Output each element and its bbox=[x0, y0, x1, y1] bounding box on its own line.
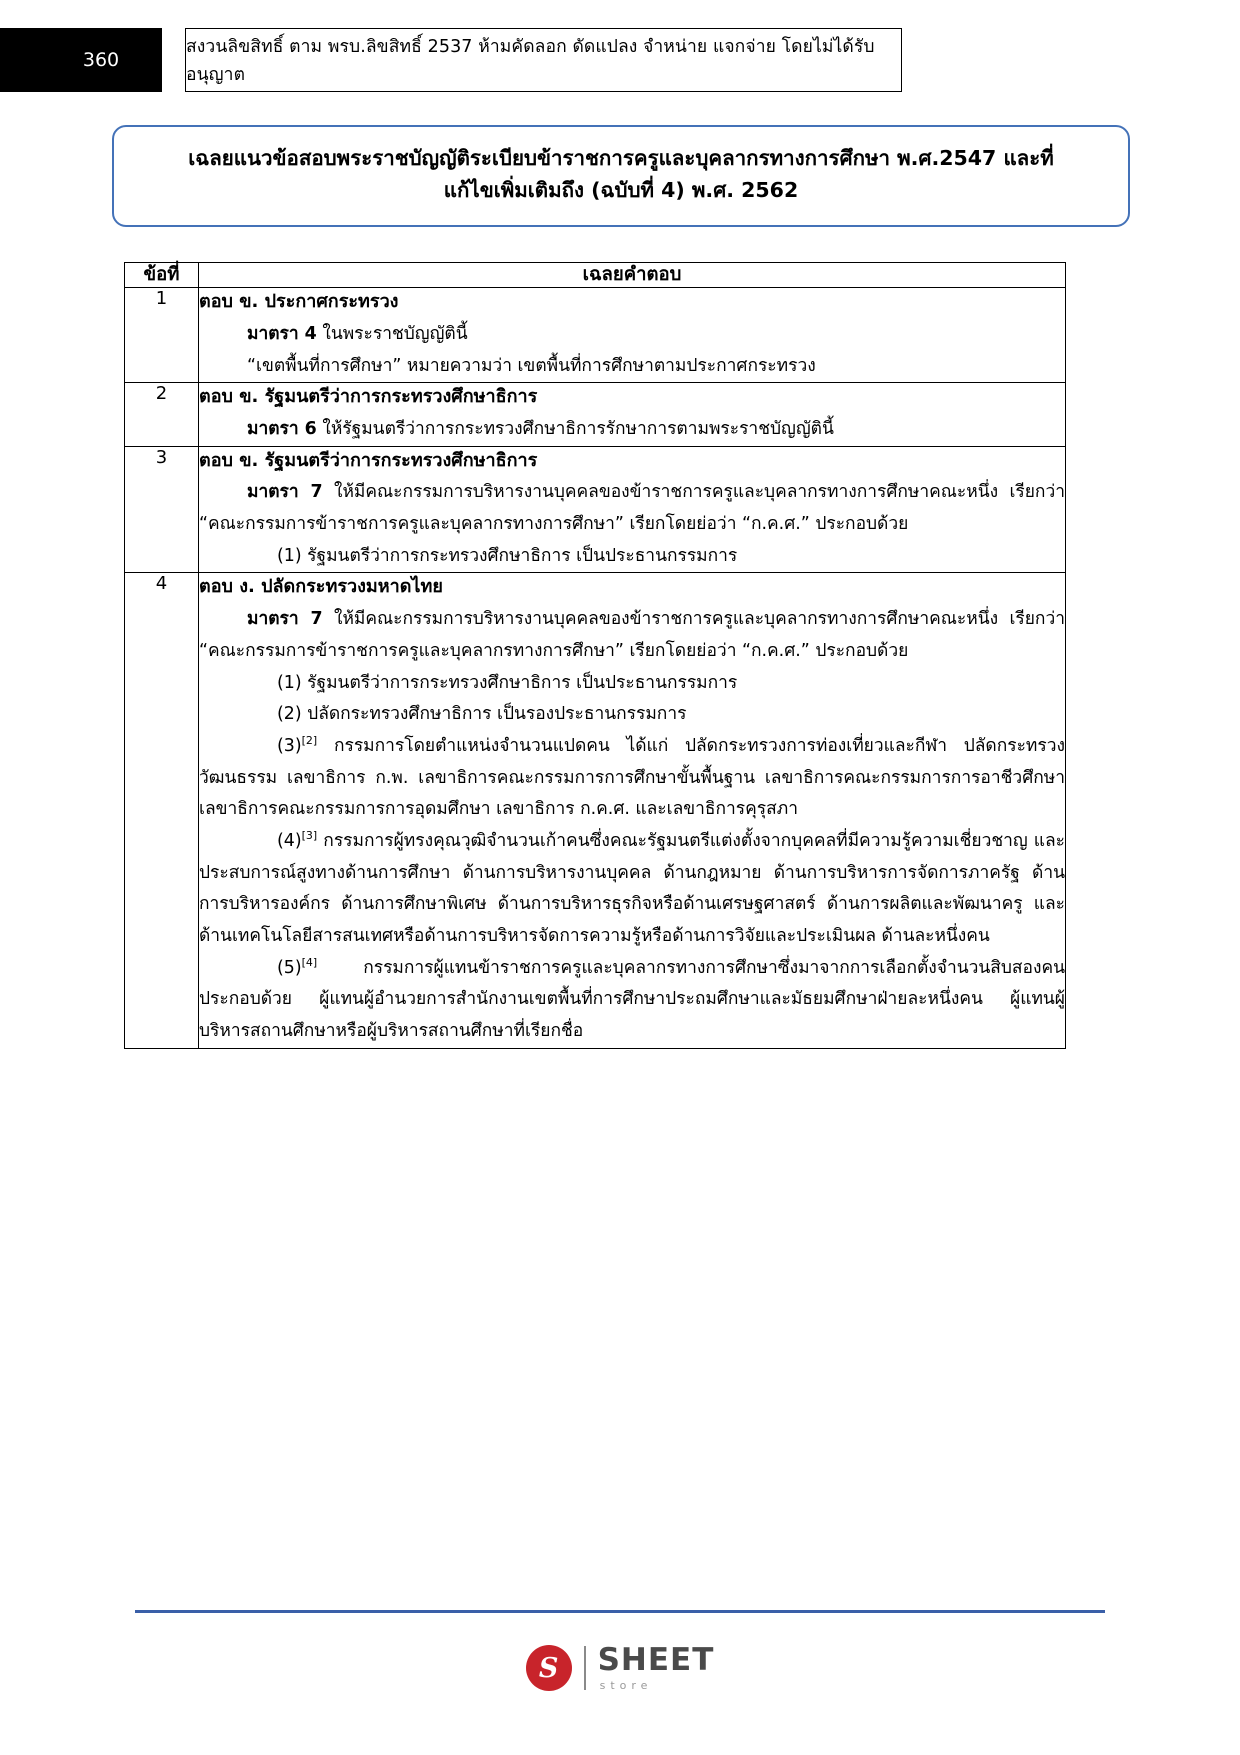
clause-marker: (5) bbox=[277, 957, 302, 978]
answer-paragraph bbox=[199, 826, 1065, 953]
section-label: มาตรา 4 bbox=[247, 323, 317, 344]
answer-paragraph bbox=[199, 699, 1065, 731]
answer-paragraph bbox=[199, 731, 1065, 826]
paragraph-text: กรรมการผู้ทรงคุณวุฒิจำนวนเก้าคนซึ่งคณะรัฐมนตรีแต่งตั้งจากบุคคลที่มีความรู้ความเชี่ยวชาญ และประสบการณ์สูงทางด้านการศึกษา ด้านการบริหารงานบุคคล ด้านกฎหมาย ด้านการบริหารการจัดการภาครัฐ ด้านการบริหารองค์กร ด้านการศึกษาพิเศษ ด้านการบริหารธุรกิจหรือด้านเศรษฐศาสตร์ ด้านการผลิตและพัฒนาครู และด้านเทคโนโลยีสารสนเทศหรือด้านการบริหารจัดการความรู้หรือด้านการวิจัยและประเมินผล ด้านละหนึ่งคน bbox=[199, 830, 1065, 946]
row-number-cell: 1 bbox=[125, 288, 199, 383]
logo-subtitle: store bbox=[599, 1679, 653, 1692]
answer-paragraph bbox=[199, 541, 1065, 573]
answer-paragraph bbox=[199, 414, 1065, 446]
section-label: มาตรา 7 bbox=[247, 482, 323, 503]
copyright-notice-box bbox=[185, 28, 902, 92]
footer-divider bbox=[135, 1610, 1105, 1613]
answer-heading: ตอบ ง. ปลัดกระทรวงมหาดไทย bbox=[199, 576, 443, 598]
table-row bbox=[125, 573, 1066, 1048]
answer-paragraph bbox=[199, 319, 1065, 351]
answer-paragraph bbox=[199, 953, 1065, 1048]
paragraph-text: (1) รัฐมนตรีว่าการกระทรวงศึกษาธิการ เป็นประธานกรรมการ bbox=[277, 672, 738, 693]
answer-paragraph bbox=[199, 477, 1065, 540]
paragraph-text: กรรมการโดยตำแหน่งจำนวนแปดคน ได้แก่ ปลัดกระทรวงการท่องเที่ยวและกีฬา ปลัดกระทรวงวัฒนธรรม เลขาธิการ ก.พ. เลขาธิการคณะกรรมการการศึกษาขั้นพื้นฐาน เลขาธิการคณะกรรมการการอาชีวศึกษา เลขาธิการคณะกรรมการการอุดมศึกษา เลขาธิการ ก.ค.ศ. และเลขาธิการคุรุสภา bbox=[199, 735, 1065, 820]
table-row bbox=[125, 446, 1066, 573]
table-body bbox=[125, 288, 1066, 1049]
clause-marker: (4) bbox=[277, 830, 302, 851]
logo-text-block bbox=[597, 1642, 715, 1692]
footnote-marker: [4] bbox=[301, 955, 318, 969]
footer-logo bbox=[0, 1642, 1240, 1692]
page-number: 360 bbox=[82, 49, 120, 71]
sheet-store-logo-icon: S bbox=[526, 1645, 572, 1691]
section-label: มาตรา 6 bbox=[247, 418, 317, 439]
clause-marker: (3) bbox=[277, 735, 302, 756]
table-header-row bbox=[125, 263, 1066, 288]
paragraph-text: ให้มีคณะกรรมการบริหารงานบุคคลของข้าราชการครูและบุคลากรทางการศึกษาคณะหนึ่ง เรียกว่า “คณะกรรมการข้าราชการครูและบุคลากรทางการศึกษา” เรียกโดยย่อว่า “ก.ค.ศ.” ประกอบด้วย bbox=[199, 482, 1065, 535]
document-title-line-1: เฉลยแนวข้อสอบพระราชบัญญัติระเบียบข้าราชการครูและบุคลากรทางการศึกษา พ.ศ.2547 และที่ bbox=[188, 146, 1054, 170]
row-number-cell: 2 bbox=[125, 383, 199, 446]
answer-cell bbox=[199, 383, 1066, 446]
column-header-number: ข้อที่ bbox=[125, 263, 199, 288]
paragraph-text: (2) ปลัดกระทรวงศึกษาธิการ เป็นรองประธานกรรมการ bbox=[277, 704, 687, 725]
answer-paragraph bbox=[199, 604, 1065, 667]
answer-paragraph bbox=[199, 668, 1065, 700]
column-header-answer: เฉลยคำตอบ bbox=[199, 263, 1066, 288]
row-number-cell: 4 bbox=[125, 573, 199, 1048]
answer-paragraph bbox=[199, 351, 1065, 383]
answer-heading: ตอบ ข. รัฐมนตรีว่าการกระทรวงศึกษาธิการ bbox=[199, 386, 538, 408]
page-header bbox=[0, 28, 1240, 92]
table-row bbox=[125, 288, 1066, 383]
logo-divider bbox=[584, 1646, 586, 1690]
table-row bbox=[125, 383, 1066, 446]
copyright-notice-text: สงวนลิขสิทธิ์ ตาม พรบ.ลิขสิทธิ์ 2537 ห้ามคัดลอก ดัดแปลง จำหน่าย แจกจ่าย โดยไม่ได้รับอนุญาต bbox=[186, 37, 875, 85]
paragraph-text: (1) รัฐมนตรีว่าการกระทรวงศึกษาธิการ เป็นประธานกรรมการ bbox=[277, 545, 738, 566]
logo-name: SHEET bbox=[597, 1642, 715, 1678]
document-title-box bbox=[112, 125, 1130, 227]
paragraph-text: ให้รัฐมนตรีว่าการกระทรวงศึกษาธิการรักษาการตามพระราชบัญญัตินี้ bbox=[316, 418, 834, 439]
paragraph-text: ในพระราชบัญญัตินี้ bbox=[316, 323, 468, 344]
answer-cell bbox=[199, 288, 1066, 383]
paragraph-text: กรรมการผู้แทนข้าราชการครูและบุคลากรทางการศึกษาซึ่งมาจากการเลือกตั้งจำนวนสิบสองคน ประกอบด้วย ผู้แทนผู้อำนวยการสำนักงานเขตพื้นที่การศึกษาประถมศึกษาและมัธยมศึกษาฝ่ายละหนึ่งคน ผู้แทนผู้บริหารสถานศึกษาหรือผู้บริหารสถานศึกษาที่เรียกชื่อ bbox=[199, 957, 1065, 1041]
answer-heading: ตอบ ข. รัฐมนตรีว่าการกระทรวงศึกษาธิการ bbox=[199, 449, 538, 471]
document-title-line-2: แก้ไขเพิ่มเติมถึง (ฉบับที่ 4) พ.ศ. 2562 bbox=[443, 177, 799, 202]
answer-cell bbox=[199, 446, 1066, 573]
answer-key-table bbox=[124, 262, 1066, 1049]
answer-cell bbox=[199, 573, 1066, 1048]
paragraph-text: ให้มีคณะกรรมการบริหารงานบุคคลของข้าราชการครูและบุคลากรทางการศึกษาคณะหนึ่ง เรียกว่า “คณะกรรมการข้าราชการครูและบุคลากรทางการศึกษา” เรียกโดยย่อว่า “ก.ค.ศ.” ประกอบด้วย bbox=[199, 609, 1065, 661]
section-label: มาตรา 7 bbox=[247, 609, 323, 630]
footnote-marker: [2] bbox=[301, 734, 318, 748]
row-number-cell: 3 bbox=[125, 446, 199, 573]
answer-heading: ตอบ ข. ประกาศกระทรวง bbox=[199, 291, 399, 313]
footnote-marker: [3] bbox=[301, 829, 318, 843]
paragraph-text: “เขตพื้นที่การศึกษา” หมายความว่า เขตพื้นที่การศึกษาตามประกาศกระทรวง bbox=[247, 355, 816, 376]
